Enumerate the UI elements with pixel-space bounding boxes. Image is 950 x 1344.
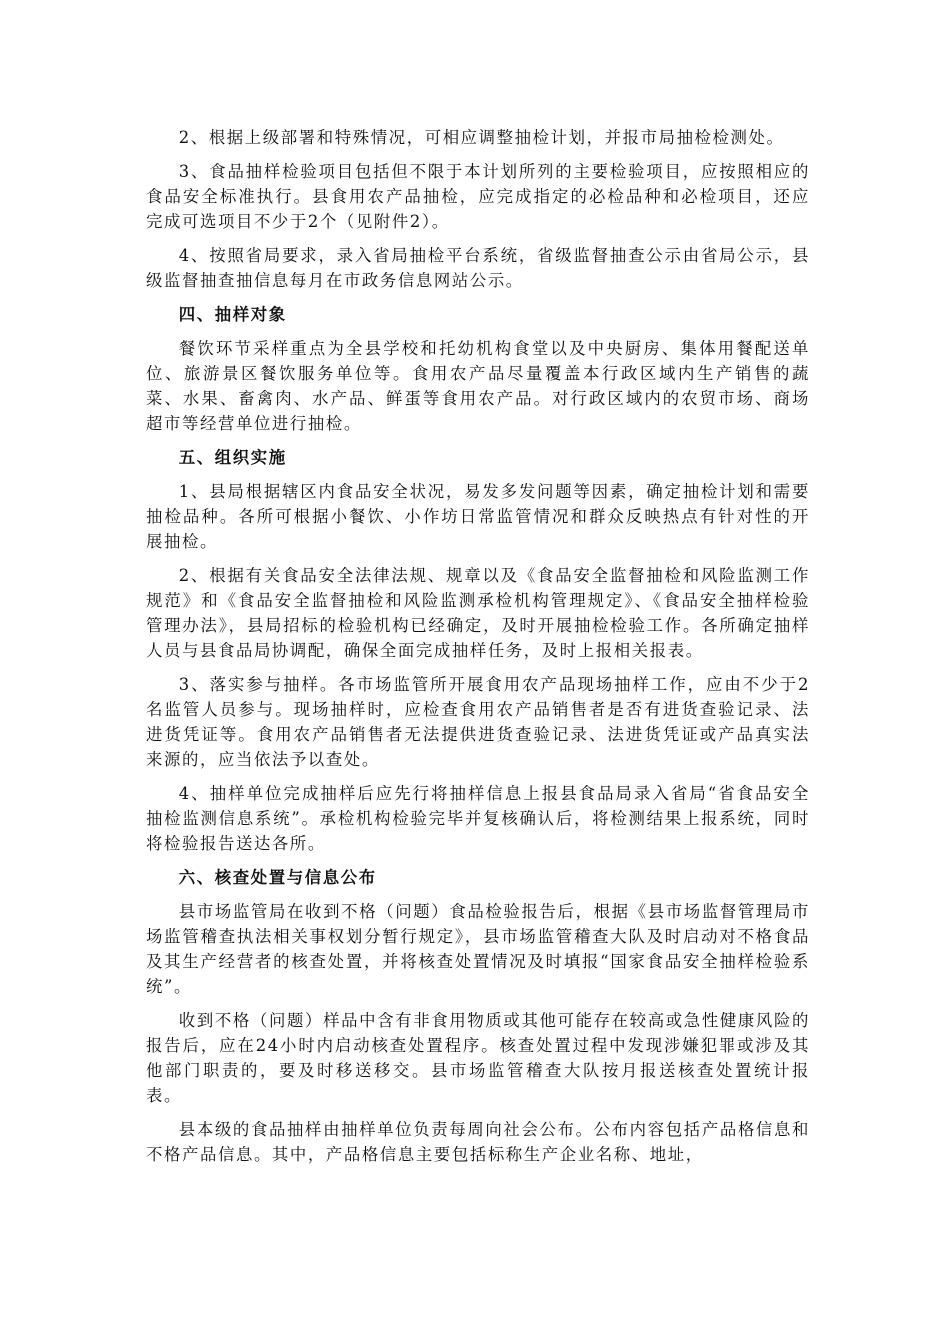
paragraph-6-2: 收到不格（问题）样品中含有非食用物质或其他可能存在较高或急性健康风险的报告后，应在24小时内启动核查处置程序。核查处置过程中发现涉嫌犯罪或涉及其他部门职责的，要及时移送移交。县市场监管稽查大队按月报送核查处置统计报表。 bbox=[146, 1011, 810, 1105]
paragraph-5-4: 4、抽样单位完成抽样后应先行将抽样信息上报县食品局录入省局“省食品安全抽检监测信息系统”。承检机构检验完毕并复核确认后，将检测结果上报系统，同时将检验报告送达各所。 bbox=[146, 784, 810, 853]
paragraph-6-3: 县本级的食品抽样由抽样单位负责每周向社会公布。公布内容包括产品格信息和不格产品信息。其中，产品格信息主要包括标称生产企业名称、地址， bbox=[146, 1120, 810, 1164]
paragraph-3: 3、食品抽样检验项目包括但不限于本计划所列的主要检验项目，应按照相应的食品安全标准执行。县食用农产品抽检，应完成指定的必检品种和必检项目，还应完成可选项目不少于2个（见附件2）。 bbox=[146, 162, 810, 231]
section-heading-5: 五、组织实施 bbox=[178, 448, 287, 467]
paragraph-5-3: 3、落实参与抽样。各市场监管所开展食用农产品现场抽样工作，应由不少于2名监管人员参与。现场抽样时，应检查食用农产品销售者是否有进货查验记录、法进货凭证等。食用农产品销售者无法提供进货查验记录、法进货凭证或产品真实法来源的，应当依法予以查处。 bbox=[146, 675, 810, 769]
paragraph-6-1: 县市场监管局在收到不格（问题）食品检验报告后，根据《县市场监督管理局市场监管稽查执法相关事权划分暂行规定》，县市场监管稽查大队及时启动对不格食品及其生产经营者的核查处置，并将核查处置情况及时填报“国家食品安全抽样检验系统”。 bbox=[146, 902, 810, 996]
paragraph-sampling-targets: 餐饮环节采样重点为全县学校和托幼机构食堂以及中央厨房、集体用餐配送单位、旅游景区餐饮服务单位等。食用农产品尽量覆盖本行政区域内生产销售的蔬菜、水果、畜禽肉、水产品、鲜蛋等食用农产品。对行政区域内的农贸市场、商场超市等经营单位进行抽检。 bbox=[146, 339, 810, 433]
paragraph-5-2: 2、根据有关食品安全法律法规、规章以及《食品安全监督抽检和风险监测工作规范》和《食品安全监督抽检和风险监测承检机构管理规定》、《食品安全抽样检验管理办法》，县局招标的检验机构已经确定，及时开展抽检检验工作。各所确定抽样人员与县食品局协调配，确保全面完成抽样任务，及时上报相关报表。 bbox=[146, 566, 810, 660]
paragraph-2: 2、根据上级部署和特殊情况，可相应调整抽检计划，并报市局抽检检测处。 bbox=[178, 128, 785, 147]
section-heading-6: 六、核查处置与信息公布 bbox=[178, 868, 377, 887]
paragraph-4: 4、按照省局要求，录入省局抽检平台系统，省级监督抽查公示由省局公示，县级监督抽查抽信息每月在市政务信息网站公示。 bbox=[146, 246, 810, 290]
section-heading-4: 四、抽样对象 bbox=[178, 305, 287, 324]
paragraph-5-1: 1、县局根据辖区内食品安全状况，易发多发问题等因素，确定抽检计划和需要抽检品种。各所可根据小餐饮、小作坊日常监管情况和群众反映热点有针对性的开展抽检。 bbox=[146, 482, 810, 551]
document-page bbox=[146, 125, 810, 1176]
